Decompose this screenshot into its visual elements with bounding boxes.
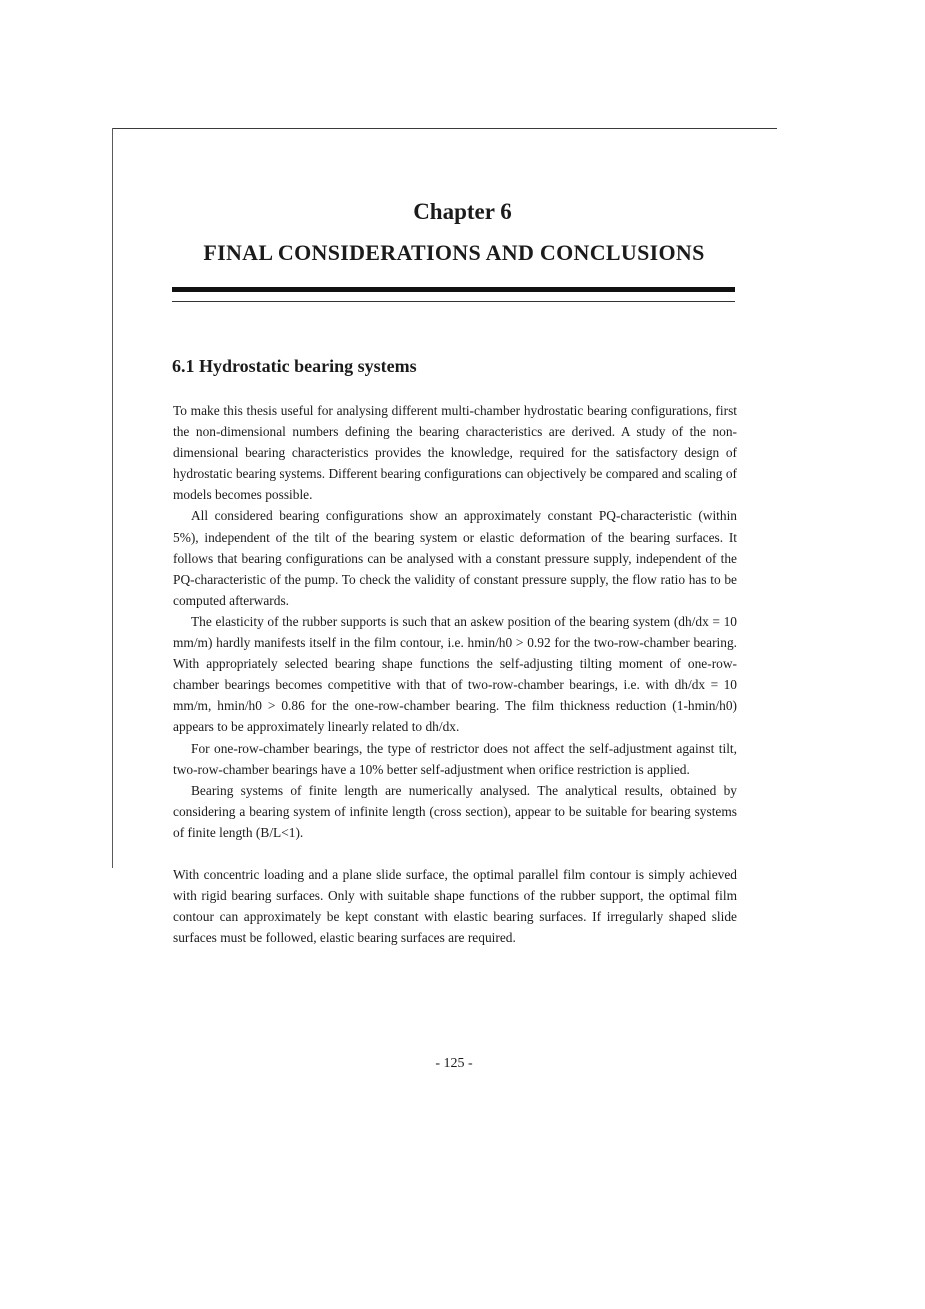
scan-border-top — [112, 128, 777, 129]
paragraph: For one-row-chamber bearings, the type of restrictor does not affect the self-adjustment against tilt, two-row-chamber bearings have a 10% better self-adjustment when orifice restriction is applied. — [173, 740, 737, 777]
chapter-number: Chapter 6 — [413, 199, 512, 224]
paragraph: To make this thesis useful for analysing different multi-chamber hydrostatic bearing configurations, first the non-dimensional numbers defining the bearing characteristics are derived. A study of the non-dimensional bearing characteristics provides the knowledge, required for the satisfactory design of hydrostatic bearing systems. Different bearing configurations can objectively be compared and scaling of models becomes possible. — [173, 403, 737, 503]
paragraph: With concentric loading and a plane slide surface, the optimal parallel film contour is simply achieved with rigid bearing surfaces. Only with suitable shape functions of the rubber support, the optimal film contour can approximately be kept constant with elastic bearing surfaces. If irregularly shaped slide surfaces must be followed, elastic bearing surfaces are required. — [173, 866, 737, 946]
paragraph: The elasticity of the rubber supports is such that an askew position of the bearing system (dh/dx = 10 mm/m) hardly manifests itself in the film contour, i.e. hmin/h0 > 0.92 for the two-row-chamber bearing. With appropriately selected bearing shape functions the self-adjusting tilting moment of one-row-chamber bearings becomes competitive with that of two-row-chamber bearings, i.e. with dh/dx = 10 mm/m, hmin/h0 > 0.86 for the one-row-chamber bearing. The film thickness reduction (1-hmin/h0) appears to be approximately linearly related to dh/dx. — [173, 613, 737, 735]
page-number: - 125 - — [435, 1056, 473, 1071]
title-rule-thin — [172, 301, 735, 302]
paragraph: All considered bearing configurations show an approximately constant PQ-characteristic (within 5%), independent of the tilt of the bearing system or elastic deformation of the bearing surfaces. It follows that bearing configurations can be analysed with a constant pressure supply, independent of the PQ-characteristic of the pump. To check the validity of constant pressure supply, the flow ratio has to be computed afterwards. — [173, 508, 737, 608]
title-rule-thick — [172, 287, 735, 292]
section-heading: 6.1 Hydrostatic bearing systems — [172, 356, 417, 376]
chapter-title: FINAL CONSIDERATIONS AND CONCLUSIONS — [203, 240, 705, 265]
paragraph: Bearing systems of finite length are numerically analysed. The analytical results, obtained by considering a bearing system of infinite length (cross section), appear to be suitable for bearing systems of finite length (B/L<1). — [173, 782, 737, 840]
body-text — [173, 400, 737, 948]
scan-border-left — [112, 128, 113, 868]
